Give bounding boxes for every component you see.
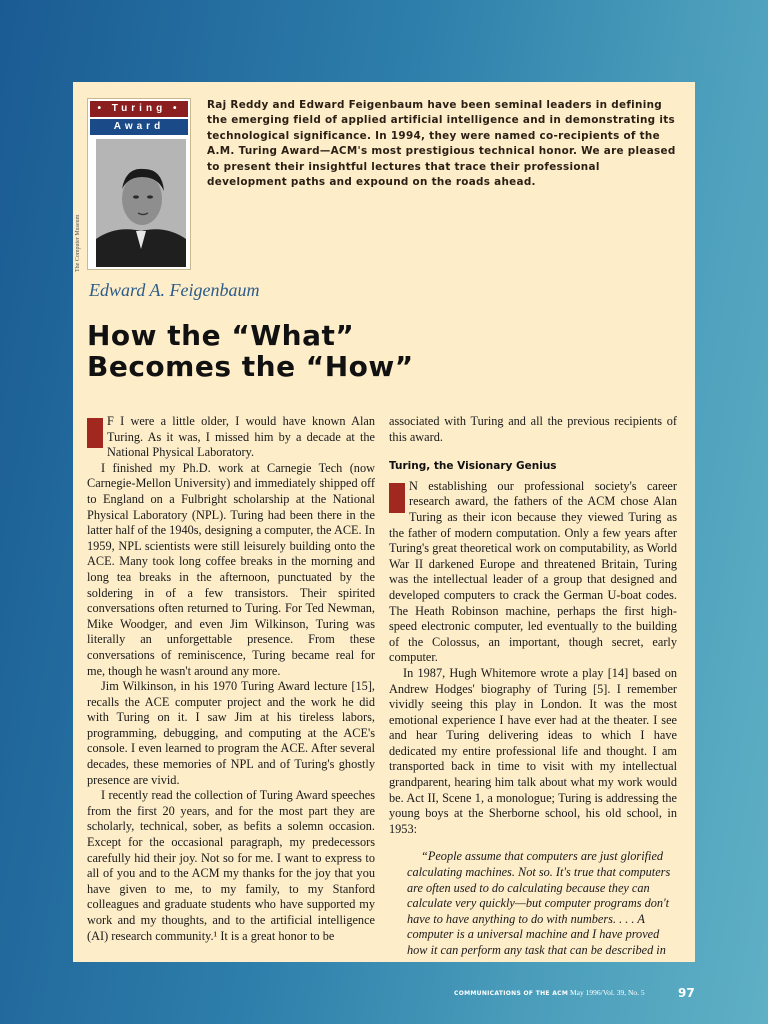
page-footer (454, 988, 645, 997)
turing-portrait-image (96, 139, 186, 267)
drop-cap-block (389, 483, 405, 513)
issue-info: May 1996/Vol. 39, No. 5 (570, 988, 645, 997)
paragraph: N establishing our professional society's career research award, the fathers of the ACM chose Alan Turing as their icon because they viewed Turing as the father of modern computation. Only a few years after Turing's great theoretical work on computability, as World War II darkened Europe and threatened Britain, Turing was the intellectual leader of a group that designed and developed computers to crack the German U-boat codes. The Heath Robinson machine, perhaps the first high-speed electronic computer, led eventually to the building of the Colossus, an important, though secret, early computer. (389, 478, 677, 665)
title-line-1: How the “What” (87, 319, 355, 352)
body-column-left (87, 414, 375, 944)
paragraph: associated with Turing and all the previous recipients of this award. (389, 414, 677, 444)
badge-line-1: • Turing • (90, 101, 188, 117)
title-line-2: Becomes the “How” (87, 350, 414, 383)
block-quote: “People assume that computers are just glorified calculating machines. Not so. It's true that computers are often used to do calculating because they can calculate very quickly—but computer programs don't have to have anything to do with numbers. . . . A computer is a universal machine and I have proved how it can perform any task that can be described in (407, 849, 671, 957)
intro-paragraph: Raj Reddy and Edward Feigenbaum have been seminal leaders in defining the emerging field of applied artificial intelligence and in demonstrating its technological significance. In 1994, they were named co-recipients of the A.M. Turing Award—ACM's most prestigious technical honor. We are pleased to present their insightful lectures that trace their professional development paths and expound on the roads ahead. (207, 99, 676, 189)
paragraph: I recently read the collection of Turing Award speeches from the first 20 years, and for the most part they are scholarly, technical, sober, as befits a solemn occasion. Except for the occasional paragraph, my predecessors carefully hid their joy. Not so for me. I want to express to all of you and to the ACM my thanks for the joy that you have given to me, to my family, to my Stanford colleagues and graduate students who have supported my work and my thoughts, and to the artificial intelligence (AI) research community.¹ It is a great honor to be (87, 788, 375, 943)
drop-cap-block (87, 418, 103, 448)
article-title (87, 320, 647, 382)
paragraph: In 1987, Hugh Whitemore wrote a play [14] based on Andrew Hodges' biography of Turing [5]. I remember vividly seeing this play in London. It was the most emotional experience I have ever had at the theater. I see and hear Turing delivering ideas to which I have dedicated my entire professional life and thought. I am transported back in time to visit with my intellectual grandparent, hearing him talk about what my work would be. Act II, Scene 1, a monologue; Turing is addressing the young boys at the Sherborne school, his old school, in 1953: (389, 665, 677, 836)
paragraph: F I were a little older, I would have known Alan Turing. As it was, I missed him by a decade at the National Physical Laboratory. (87, 414, 375, 461)
turing-award-badge (87, 98, 191, 270)
paragraph: Jim Wilkinson, in his 1970 Turing Award lecture [15], recalls the ACE computer project and the work he did with Turing on it. I saw Jim at his tireless labors, programming, debugging, and computing at the ACE's console. I even learned to program the ACE. After several decades, these memories of NPL and of Turing's ghostly presence are vivid. (87, 679, 375, 787)
author-name: Edward A. Feigenbaum (89, 280, 260, 300)
section-heading: Turing, the Visionary Genius (389, 460, 557, 473)
badge-line-2: Award (90, 119, 188, 135)
article-page (73, 82, 695, 962)
page-number: 97 (678, 986, 695, 1000)
body-column-right (389, 414, 677, 959)
magazine-name: COMMUNICATIONS OF THE ACM (454, 990, 569, 997)
photo-credit: The Computer Museum (75, 214, 81, 272)
paragraph: I finished my Ph.D. work at Carnegie Tech (now Carnegie-Mellon University) and immediately shipped off to England on a Fulbright scholarship at the National Physical Laboratory (NPL). Turing had been there in the latter half of the 1940s, designing a computer, the ACE. In 1959, NPL scientists were still leisurely building onto the ACE. Many took long coffee breaks in the morning and long tea breaks in the afternoon, punctuated by the soldering in of a few transistors. Their spirited conversations often returned to Turing. For Ted Newman, Mike Woodger, and even Jim Wilkinson, Turing was literally an unforgettable presence. From these conversations of reminiscence, Turing became real for me, though he wasn't around any more. (87, 460, 375, 678)
